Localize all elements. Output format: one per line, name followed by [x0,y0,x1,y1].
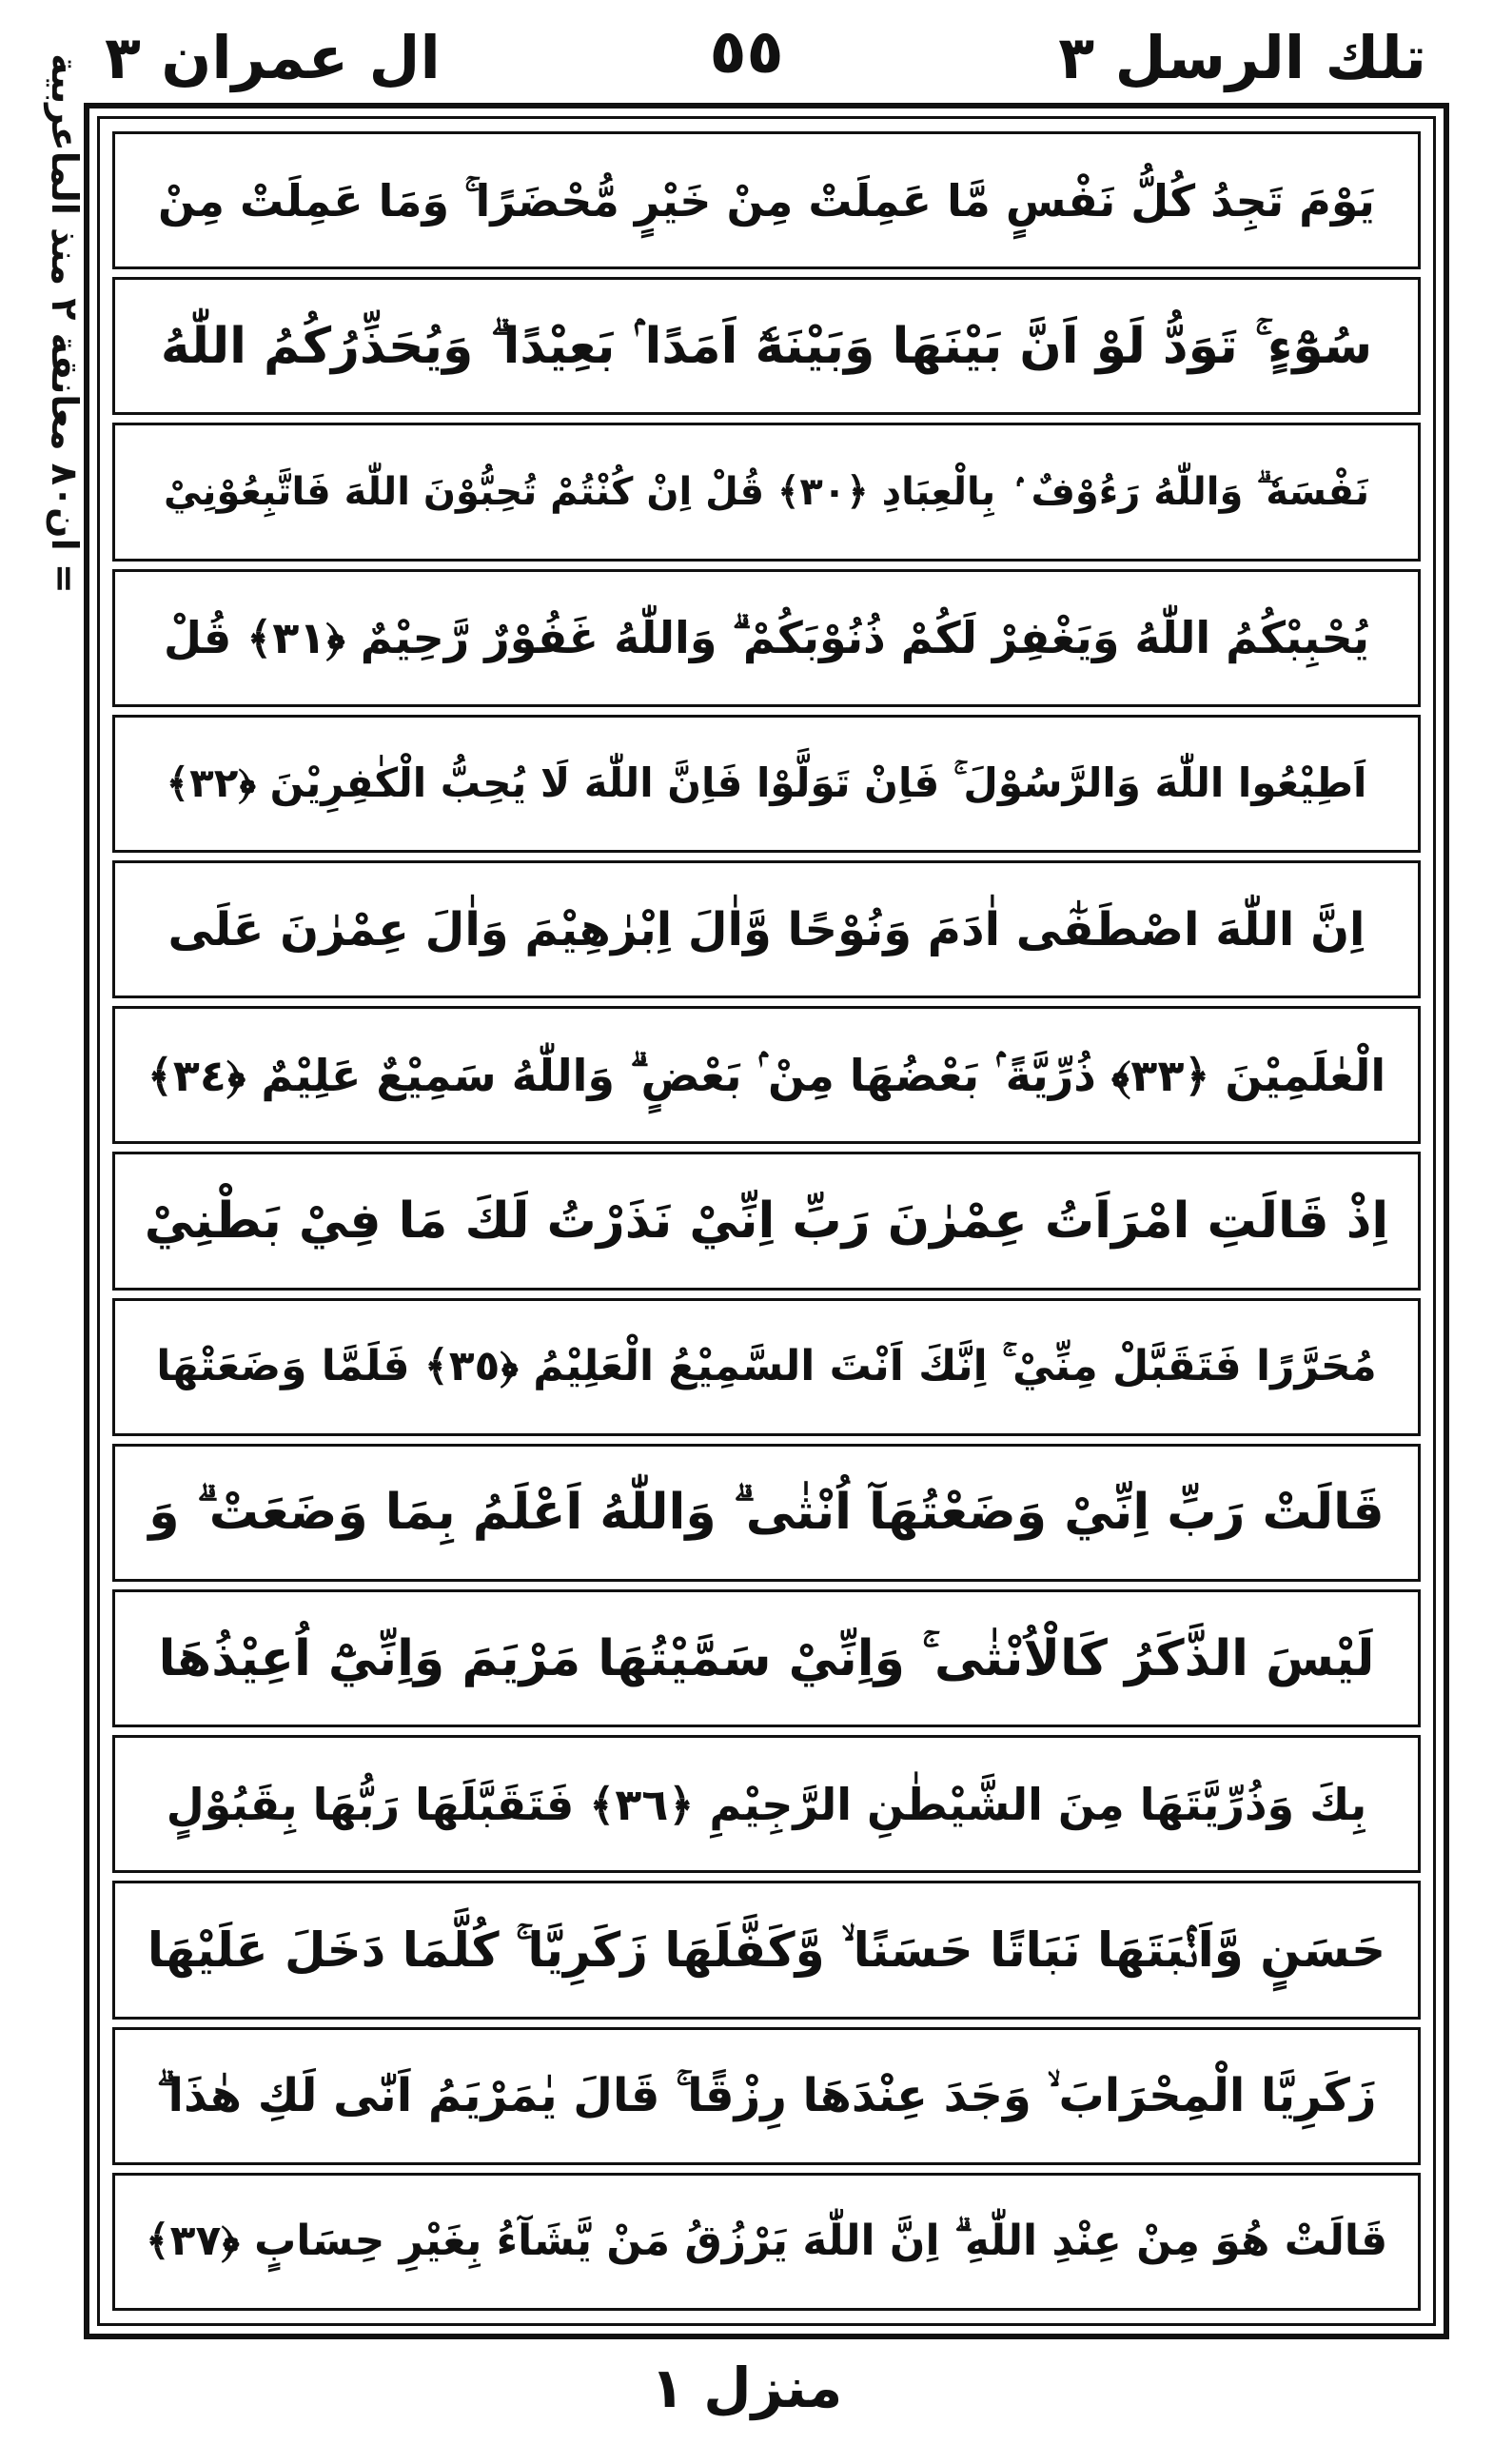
verse-line: نَفْسَهٗ ۗ وَاللّٰهُ رَءُوْفٌ ۢ بِالْعِبَادِ ﴿٣٠﴾ قُلْ اِنْ كُنْتُمْ تُحِبُّوْنَ اللّٰهَ فَاتَّبِعُوْنِيْ [112,423,1421,561]
page-number: ٥٥ [709,17,784,88]
verse-line: زَكَرِيَّا الْمِحْرَابَ ۙ وَجَدَ عِنْدَهَا رِزْقًا ۚ قَالَ يٰمَرْيَمُ اَنّٰى لَكِ هٰذَا ۗ [112,2027,1421,2165]
verse-line: اِنَّ اللّٰهَ اصْطَفٰٓى اٰدَمَ وَنُوْحًا وَّاٰلَ اِبْرٰهِيْمَ وَاٰلَ عِمْرٰنَ عَلَى [112,860,1421,998]
verse-line: اِذْ قَالَتِ امْرَاَتُ عِمْرٰنَ رَبِّ اِنِّيْ نَذَرْتُ لَكَ مَا فِيْ بَطْنِيْ [112,1152,1421,1290]
surah-name: ال عمران ٣ [105,23,441,92]
verse-line: قَالَتْ رَبِّ اِنِّيْ وَضَعْتُهَآ اُنْثٰى ۗ وَاللّٰهُ اَعْلَمُ بِمَا وَضَعَتْ ۗ وَ [112,1444,1421,1582]
verse-line: قَالَتْ هُوَ مِنْ عِنْدِ اللّٰهِ ۗ اِنَّ اللّٰهَ يَرْزُقُ مَنْ يَّشَآءُ بِغَيْرِ حِسَابٍ ﴿٣٧﴾ [112,2173,1421,2311]
juz-name: تلك الرسل ٣ [1058,23,1426,92]
verse-line: لَيْسَ الذَّكَرُ كَالْاُنْثٰى ۚ وَاِنِّيْ سَمَّيْتُهَا مَرْيَمَ وَاِنِّيْٓ اُعِيْذُهَا [112,1589,1421,1727]
verse-lines [112,131,1421,2311]
manzil-label: منزل ١ [650,2356,843,2420]
page-header [0,17,1493,103]
verse-line: الْعٰلَمِيْنَ ﴿٣٣﴾ ذُرِّيَّةً ۢ بَعْضُهَا مِنْ ۢ بَعْضٍ ۗ وَاللّٰهُ سَمِيْعٌ عَلِيْمٌ ﴿٣٤﴾ [112,1006,1421,1144]
verse-line: اَطِيْعُوا اللّٰهَ وَالرَّسُوْلَ ۚ فَاِنْ تَوَلَّوْا فَاِنَّ اللّٰهَ لَا يُحِبُّ الْكٰفِرِيْنَ ﴿٣٢﴾ [112,715,1421,853]
verse-line: بِكَ وَذُرِّيَّتَهَا مِنَ الشَّيْطٰنِ الرَّجِيْمِ ﴿٣٦﴾ فَتَقَبَّلَهَا رَبُّهَا بِقَبُوْلٍ [112,1735,1421,1873]
verse-line: يُحْبِبْكُمُ اللّٰهُ وَيَغْفِرْ لَكُمْ ذُنُوْبَكُمْ ۗ وَاللّٰهُ غَفُوْرٌ رَّحِيْمٌ ﴿٣١﴾ قُلْ [112,569,1421,707]
margin-note-text: = ان٨٠ معانقة ٢ منذ الماعربية [44,53,86,594]
verse-line: حَسَنٍ وَّاَنْۢبَتَهَا نَبَاتًا حَسَنًا ۙ وَّكَفَّلَهَا زَكَرِيَّا ۚ كُلَّمَا دَخَلَ عَلَيْهَا [112,1881,1421,2019]
verse-line: مُحَرَّرًا فَتَقَبَّلْ مِنِّيْ ۚ اِنَّكَ اَنْتَ السَّمِيْعُ الْعَلِيْمُ ﴿٣٥﴾ فَلَمَّا وَضَعَتْهَا [112,1298,1421,1436]
verse-line: سُوْٓءٍ ۚ تَوَدُّ لَوْ اَنَّ بَيْنَهَا وَبَيْنَهٗٓ اَمَدًا ۢ بَعِيْدًا ۗ وَيُحَذِّرُكُمُ اللّٰهُ [112,277,1421,415]
verse-line: يَوْمَ تَجِدُ كُلُّ نَفْسٍ مَّا عَمِلَتْ مِنْ خَيْرٍ مُّحْضَرًا ۚ وَمَا عَمِلَتْ مِنْ [112,131,1421,269]
